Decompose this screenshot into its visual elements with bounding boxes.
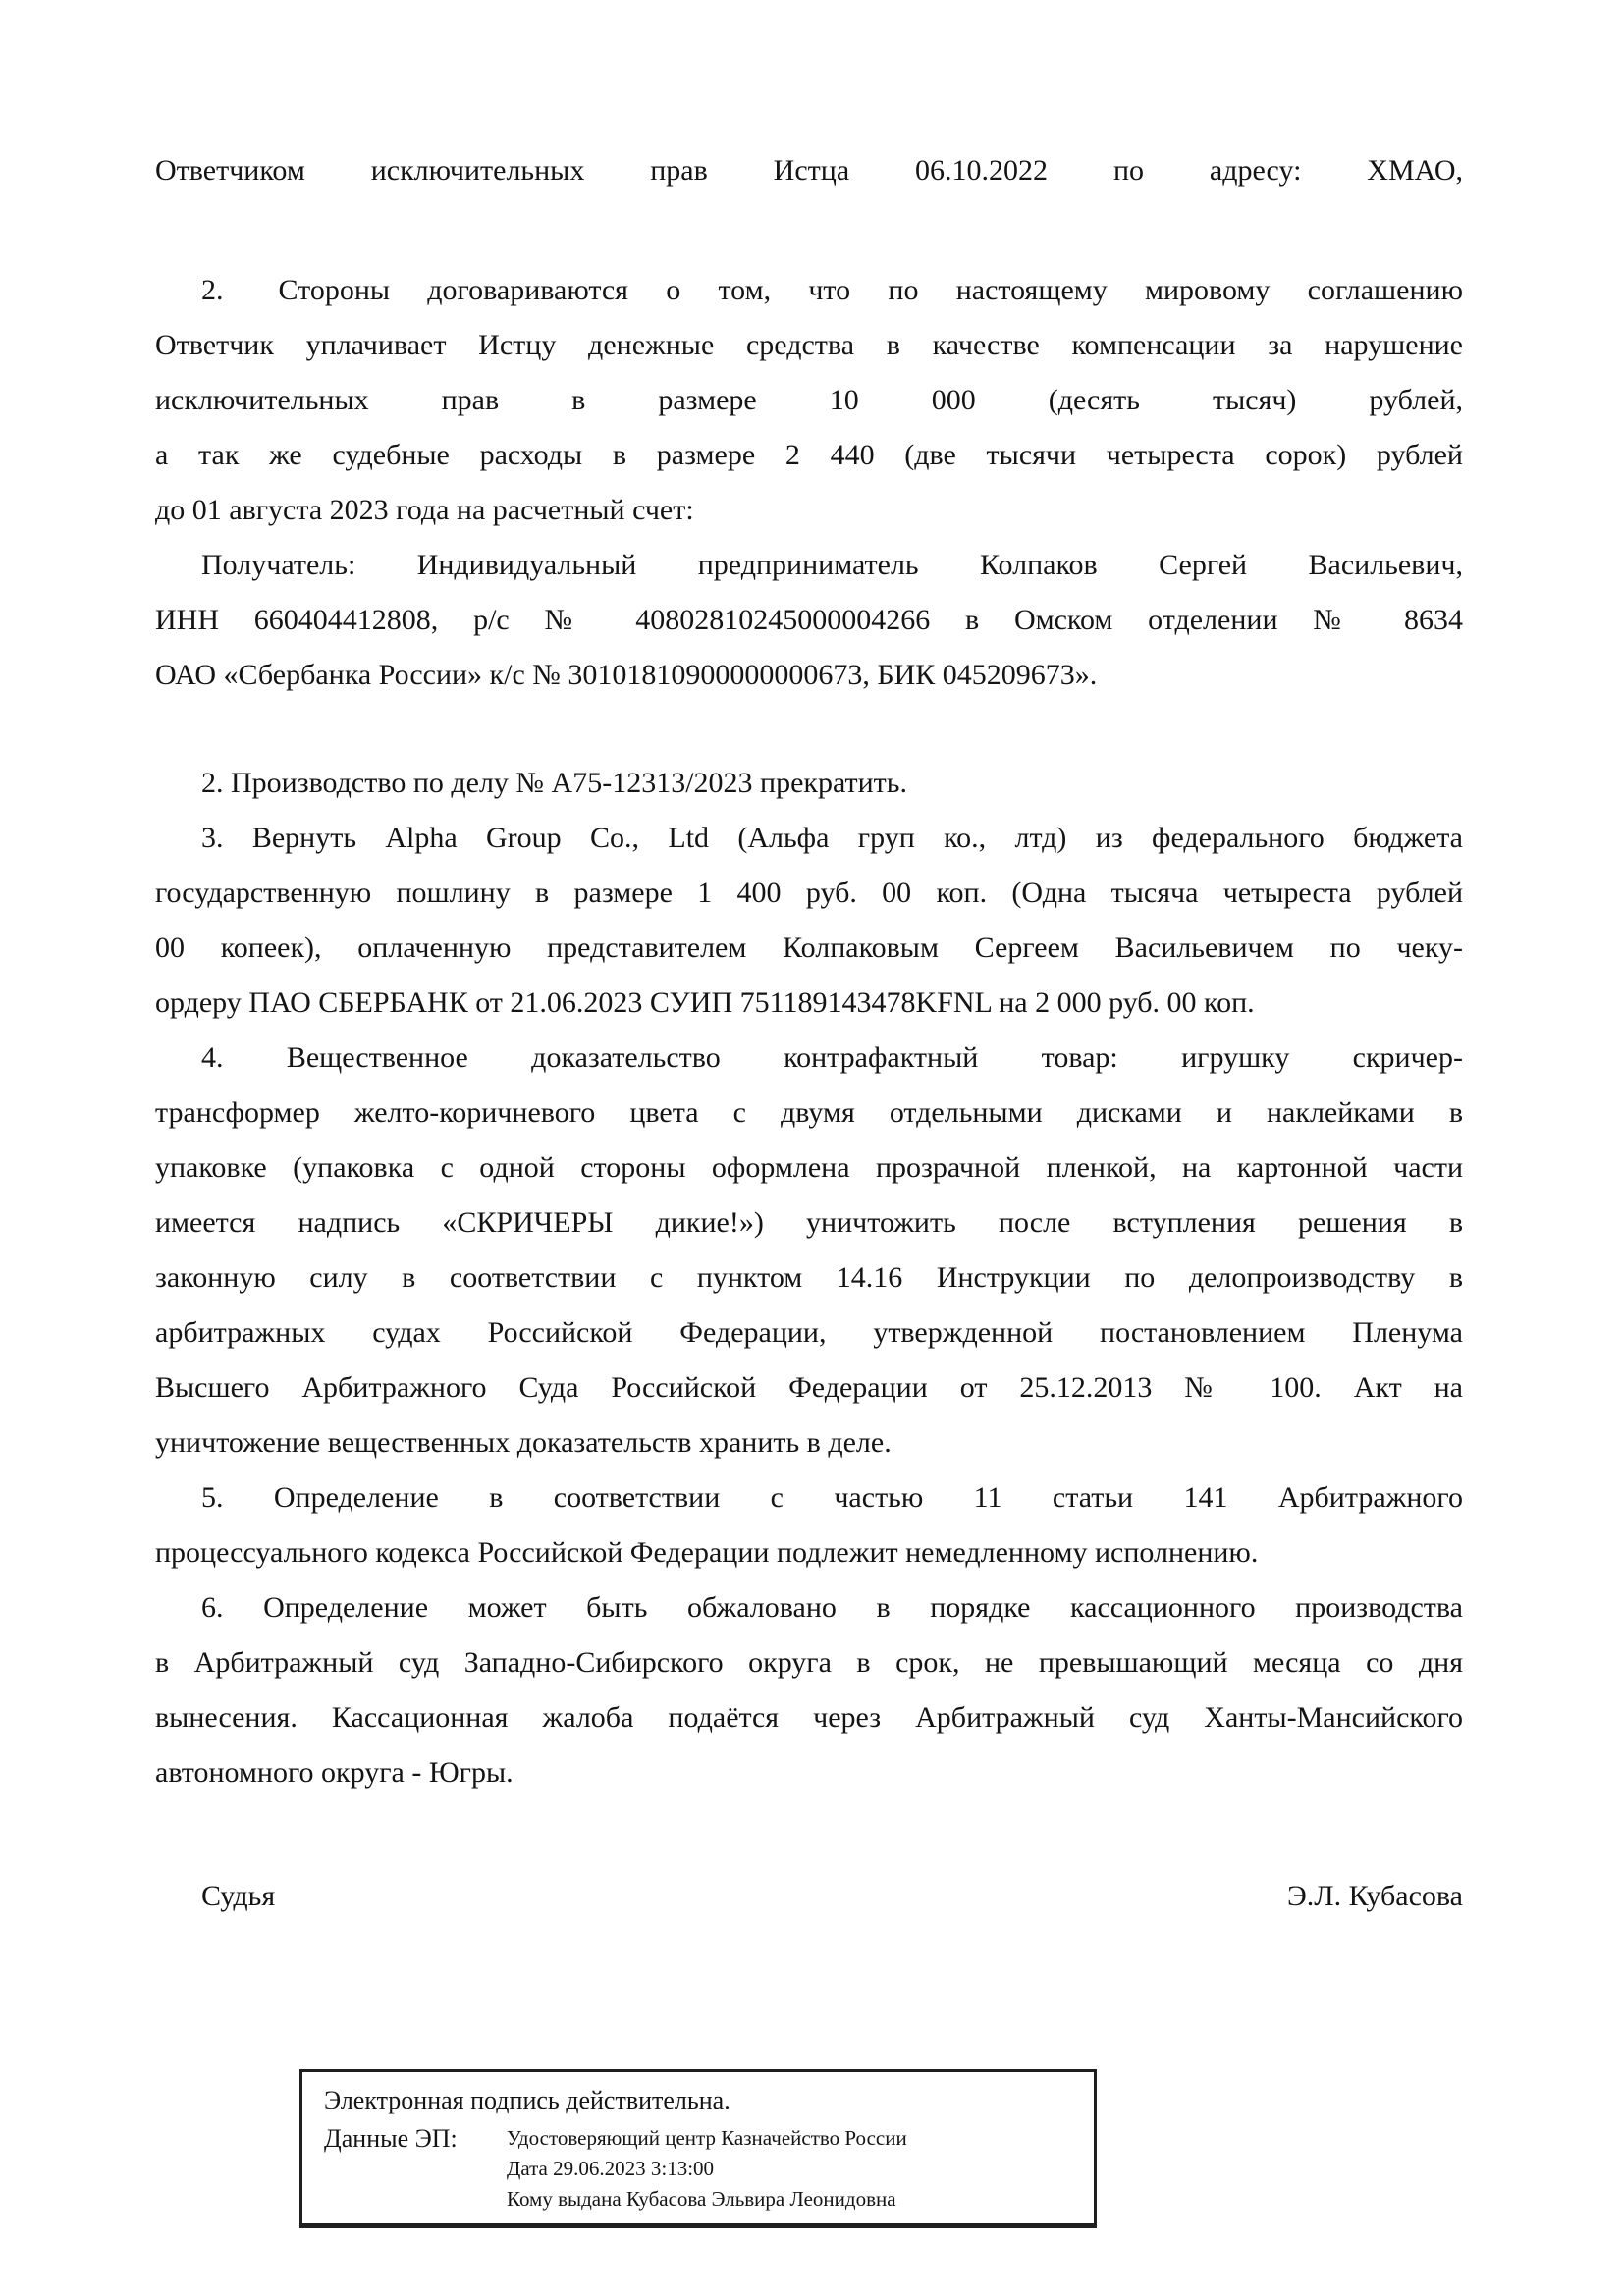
document-body <box>155 0 1463 1924</box>
paragraph-line: Высшего Арбитражного Суда Российской Федерации от 25.12.2013 № 100. Акт на <box>155 1371 1463 1404</box>
resolution-item-5 <box>155 1470 1463 1580</box>
stamp-data-line-date: Дата 29.06.2023 3:13:00 <box>507 2157 715 2180</box>
intro-line: Ответчиком исключительных прав Истца 06.10.2022 по адресу: ХМАО, <box>155 154 1463 187</box>
stamp-data-row <box>324 2123 1074 2215</box>
paragraph-line: 4. Вещественное доказательство контрафактный товар: игрушку скричер- <box>201 1041 1463 1074</box>
stamp-data-line-authority: Удостоверяющий центр Казначейство России <box>507 2126 907 2150</box>
paragraph-line: ОАО «Сбербанка России» к/с № 30101810900000000673, БИК 045209673». <box>155 659 1098 691</box>
paragraph-line: законную силу в соответствии с пунктом 14.16 Инструкции по делопроизводству в <box>155 1261 1463 1294</box>
settlement-line-text: Стороны договариваются о том, что по настоящему мировому соглашению <box>278 274 1463 306</box>
stamp-data-label: Данные ЭП: <box>324 2124 458 2153</box>
stamp-data-block <box>507 2123 1074 2215</box>
paragraph-line: до 01 августа 2023 года на расчетный счет: <box>155 494 694 526</box>
paragraph-line: в Арбитражный суд Западно-Сибирского округа в срок, не превышающий месяца со дня <box>155 1646 1463 1679</box>
resolution-item-2 <box>155 756 1463 811</box>
paragraph-line: 2. Производство по делу № А75-12313/2023 прекратить. <box>201 767 907 799</box>
intro-paragraph <box>155 143 1463 198</box>
paragraph-line: ИНН 660404412808, р/с № 40802810245000004266 в Омском отделении № 8634 <box>155 604 1463 636</box>
paragraph-line: вынесения. Кассационная жалоба подаётся через Арбитражный суд Ханты-Мансийского <box>155 1701 1463 1734</box>
paragraph-line: ордеру ПАО СБЕРБАНК от 21.06.2023 СУИП 751189143478KFNL на 2 000 руб. 00 коп. <box>155 987 1255 1019</box>
paragraph-line: исключительных прав в размере 10 000 (десять тысяч) рублей, <box>155 384 1463 416</box>
judge-label: Судья <box>201 1880 276 1912</box>
settlement-paragraph <box>155 263 1463 538</box>
resolution-item-6 <box>155 1580 1463 1800</box>
paragraph-line: имеется надпись «СКРИЧЕРЫ дикие!») уничтожить после вступления решения в <box>155 1206 1463 1239</box>
electronic-signature-stamp <box>299 2069 1097 2228</box>
paragraph-line: 5. Определение в соответствии с частью 11 статьи 141 Арбитражного <box>201 1481 1463 1514</box>
judge-name: Э.Л. Кубасова <box>1287 1880 1463 1912</box>
paragraph-line <box>155 263 1463 318</box>
paragraph-line: 3. Вернуть Alpha Group Co., Ltd (Альфа груп ко., лтд) из федерального бюджета <box>201 822 1463 854</box>
paragraph-line: арбитражных судах Российской Федерации, утвержденной постановлением Пленума <box>155 1316 1463 1349</box>
stamp-valid-line: Электронная подпись действительна. <box>324 2086 730 2114</box>
judge-signature-row <box>155 1869 1463 1924</box>
resolution-item-3 <box>155 811 1463 1031</box>
resolution-item-4 <box>155 1031 1463 1470</box>
stamp-data-line-issued-to: Кому выдана Кубасова Эльвира Леонидовна <box>507 2187 896 2211</box>
paragraph-line: автономного округа - Югры. <box>155 1756 514 1789</box>
paragraph-line: 6. Определение может быть обжаловано в порядке кассационного производства <box>201 1591 1463 1624</box>
paragraph-line: Ответчик уплачивает Истцу денежные средства в качестве компенсации за нарушение <box>155 329 1463 361</box>
paragraph-line: 00 копеек), оплаченную представителем Колпаковым Сергеем Васильевичем по чеку- <box>155 932 1463 964</box>
paragraph-line: уничтожение вещественных доказательств хранить в деле. <box>155 1426 892 1459</box>
paragraph-line: государственную пошлину в размере 1 400 руб. 00 коп. (Одна тысяча четыреста рублей <box>155 877 1463 909</box>
recipient-paragraph <box>155 538 1463 703</box>
settlement-marker: 2. <box>201 274 224 306</box>
paragraph-line: Получатель: Индивидуальный предприниматель Колпаков Сергей Васильевич, <box>201 549 1463 581</box>
paragraph-line: трансформер желто-коричневого цвета с двумя отдельными дисками и наклейками в <box>155 1096 1463 1129</box>
paragraph-line: процессуального кодекса Российской Федерации подлежит немедленному исполнению. <box>155 1536 1259 1569</box>
paragraph-line: упаковке (упаковка с одной стороны оформлена прозрачной пленкой, на картонной части <box>155 1151 1463 1184</box>
paragraph-line: а так же судебные расходы в размере 2 440 (две тысячи четыреста сорок) рублей <box>155 439 1463 471</box>
